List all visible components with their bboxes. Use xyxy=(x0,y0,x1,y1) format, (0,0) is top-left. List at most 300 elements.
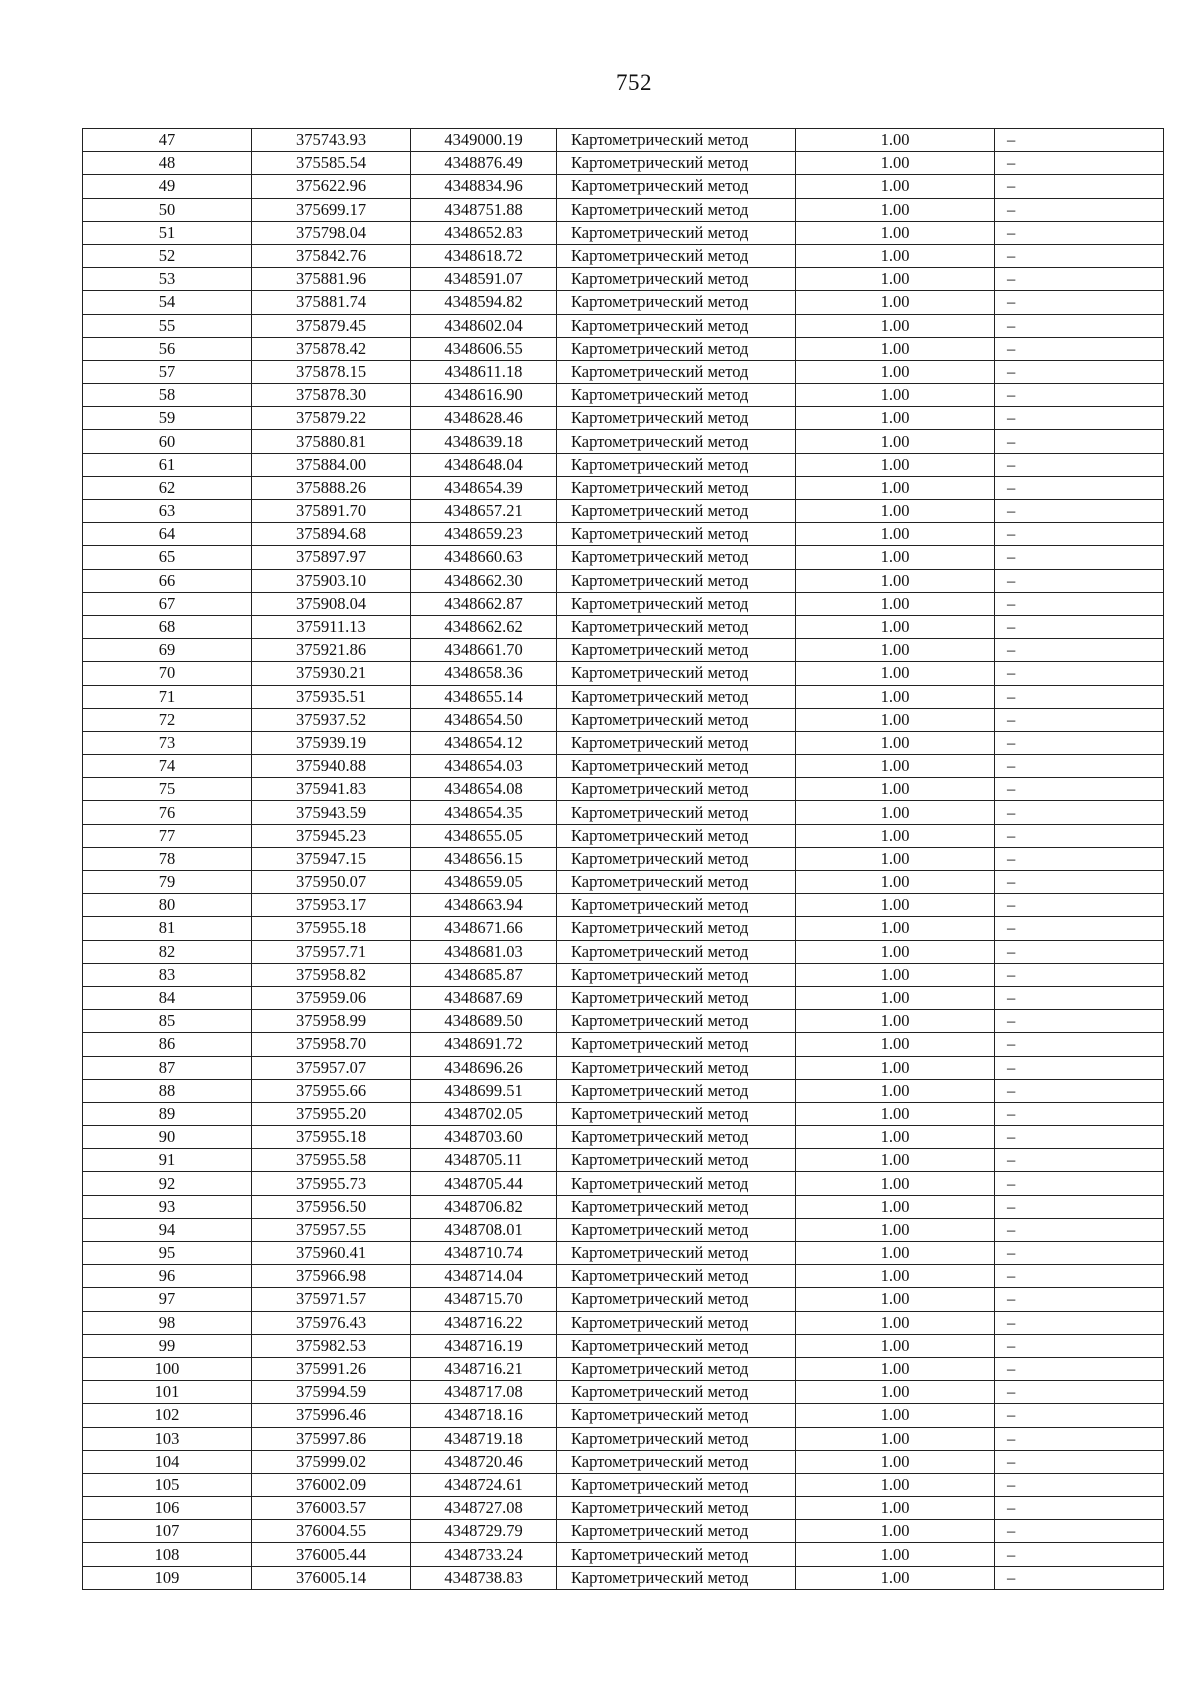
y-coordinate-cell: 4348655.05 xyxy=(411,824,557,847)
y-coordinate-cell: 4348687.69 xyxy=(411,986,557,1009)
y-coordinate-cell: 4348876.49 xyxy=(411,152,557,175)
point-number-cell: 85 xyxy=(83,1010,252,1033)
description-cell: – xyxy=(995,1357,1164,1380)
method-cell: Картометрический метод xyxy=(557,685,796,708)
method-cell: Картометрический метод xyxy=(557,152,796,175)
table-row xyxy=(83,986,1164,1009)
y-coordinate-cell: 4348659.23 xyxy=(411,523,557,546)
accuracy-cell: 1.00 xyxy=(796,500,995,523)
table-row xyxy=(83,871,1164,894)
y-coordinate-cell: 4348663.94 xyxy=(411,894,557,917)
point-number-cell: 77 xyxy=(83,824,252,847)
method-cell: Картометрический метод xyxy=(557,1218,796,1241)
point-number-cell: 54 xyxy=(83,291,252,314)
accuracy-cell: 1.00 xyxy=(796,453,995,476)
accuracy-cell: 1.00 xyxy=(796,1033,995,1056)
point-number-cell: 84 xyxy=(83,986,252,1009)
method-cell: Картометрический метод xyxy=(557,1334,796,1357)
table-row xyxy=(83,1311,1164,1334)
y-coordinate-cell: 4348733.24 xyxy=(411,1543,557,1566)
point-number-cell: 75 xyxy=(83,778,252,801)
method-cell: Картометрический метод xyxy=(557,615,796,638)
method-cell: Картометрический метод xyxy=(557,1497,796,1520)
point-number-cell: 63 xyxy=(83,500,252,523)
table-row xyxy=(83,731,1164,754)
method-cell: Картометрический метод xyxy=(557,244,796,267)
y-coordinate-cell: 4348652.83 xyxy=(411,221,557,244)
x-coordinate-cell: 375879.45 xyxy=(252,314,411,337)
table-row xyxy=(83,314,1164,337)
page-number: 752 xyxy=(616,70,652,95)
table-row xyxy=(83,708,1164,731)
accuracy-cell: 1.00 xyxy=(796,1218,995,1241)
method-cell: Картометрический метод xyxy=(557,1450,796,1473)
description-cell: – xyxy=(995,778,1164,801)
x-coordinate-cell: 375960.41 xyxy=(252,1242,411,1265)
y-coordinate-cell: 4348716.21 xyxy=(411,1357,557,1380)
accuracy-cell: 1.00 xyxy=(796,1543,995,1566)
method-cell: Картометрический метод xyxy=(557,314,796,337)
point-number-cell: 79 xyxy=(83,871,252,894)
accuracy-cell: 1.00 xyxy=(796,778,995,801)
y-coordinate-cell: 4348705.44 xyxy=(411,1172,557,1195)
x-coordinate-cell: 375947.15 xyxy=(252,847,411,870)
table-row xyxy=(83,824,1164,847)
description-cell: – xyxy=(995,244,1164,267)
point-number-cell: 87 xyxy=(83,1056,252,1079)
point-number-cell: 56 xyxy=(83,337,252,360)
x-coordinate-cell: 375958.99 xyxy=(252,1010,411,1033)
table-row xyxy=(83,500,1164,523)
x-coordinate-cell: 375976.43 xyxy=(252,1311,411,1334)
y-coordinate-cell: 4348594.82 xyxy=(411,291,557,314)
accuracy-cell: 1.00 xyxy=(796,662,995,685)
point-number-cell: 81 xyxy=(83,917,252,940)
description-cell: – xyxy=(995,1218,1164,1241)
y-coordinate-cell: 4348648.04 xyxy=(411,453,557,476)
accuracy-cell: 1.00 xyxy=(796,1126,995,1149)
description-cell: – xyxy=(995,615,1164,638)
accuracy-cell: 1.00 xyxy=(796,476,995,499)
accuracy-cell: 1.00 xyxy=(796,1149,995,1172)
x-coordinate-cell: 375955.18 xyxy=(252,1126,411,1149)
y-coordinate-cell: 4348724.61 xyxy=(411,1473,557,1496)
y-coordinate-cell: 4348654.35 xyxy=(411,801,557,824)
y-coordinate-cell: 4348705.11 xyxy=(411,1149,557,1172)
table-row xyxy=(83,801,1164,824)
point-number-cell: 89 xyxy=(83,1102,252,1125)
x-coordinate-cell: 375957.71 xyxy=(252,940,411,963)
point-number-cell: 105 xyxy=(83,1473,252,1496)
method-cell: Картометрический метод xyxy=(557,291,796,314)
method-cell: Картометрический метод xyxy=(557,1102,796,1125)
accuracy-cell: 1.00 xyxy=(796,314,995,337)
method-cell: Картометрический метод xyxy=(557,500,796,523)
point-number-cell: 103 xyxy=(83,1427,252,1450)
description-cell: – xyxy=(995,1288,1164,1311)
x-coordinate-cell: 375982.53 xyxy=(252,1334,411,1357)
description-cell: – xyxy=(995,1172,1164,1195)
y-coordinate-cell: 4348654.50 xyxy=(411,708,557,731)
accuracy-cell: 1.00 xyxy=(796,430,995,453)
accuracy-cell: 1.00 xyxy=(796,1242,995,1265)
table-row xyxy=(83,523,1164,546)
x-coordinate-cell: 375888.26 xyxy=(252,476,411,499)
x-coordinate-cell: 375999.02 xyxy=(252,1450,411,1473)
accuracy-cell: 1.00 xyxy=(796,1334,995,1357)
method-cell: Картометрический метод xyxy=(557,1520,796,1543)
method-cell: Картометрический метод xyxy=(557,1311,796,1334)
x-coordinate-cell: 375921.86 xyxy=(252,639,411,662)
method-cell: Картометрический метод xyxy=(557,1195,796,1218)
method-cell: Картометрический метод xyxy=(557,871,796,894)
description-cell: – xyxy=(995,221,1164,244)
x-coordinate-cell: 375891.70 xyxy=(252,500,411,523)
accuracy-cell: 1.00 xyxy=(796,801,995,824)
point-number-cell: 98 xyxy=(83,1311,252,1334)
accuracy-cell: 1.00 xyxy=(796,268,995,291)
point-number-cell: 93 xyxy=(83,1195,252,1218)
method-cell: Картометрический метод xyxy=(557,198,796,221)
accuracy-cell: 1.00 xyxy=(796,1265,995,1288)
description-cell: – xyxy=(995,708,1164,731)
method-cell: Картометрический метод xyxy=(557,940,796,963)
x-coordinate-cell: 375957.07 xyxy=(252,1056,411,1079)
description-cell: – xyxy=(995,986,1164,1009)
description-cell: – xyxy=(995,1543,1164,1566)
accuracy-cell: 1.00 xyxy=(796,1427,995,1450)
x-coordinate-cell: 375798.04 xyxy=(252,221,411,244)
table-row xyxy=(83,1427,1164,1450)
description-cell: – xyxy=(995,476,1164,499)
description-cell: – xyxy=(995,940,1164,963)
table-row xyxy=(83,1334,1164,1357)
accuracy-cell: 1.00 xyxy=(796,523,995,546)
table-row xyxy=(83,894,1164,917)
point-number-cell: 96 xyxy=(83,1265,252,1288)
table-row xyxy=(83,268,1164,291)
table-row xyxy=(83,221,1164,244)
method-cell: Картометрический метод xyxy=(557,1566,796,1589)
accuracy-cell: 1.00 xyxy=(796,569,995,592)
method-cell: Картометрический метод xyxy=(557,639,796,662)
point-number-cell: 51 xyxy=(83,221,252,244)
description-cell: – xyxy=(995,894,1164,917)
table-row xyxy=(83,1033,1164,1056)
y-coordinate-cell: 4348727.08 xyxy=(411,1497,557,1520)
x-coordinate-cell: 375955.18 xyxy=(252,917,411,940)
y-coordinate-cell: 4348738.83 xyxy=(411,1566,557,1589)
y-coordinate-cell: 4348659.05 xyxy=(411,871,557,894)
table-row xyxy=(83,244,1164,267)
description-cell: – xyxy=(995,847,1164,870)
table-row xyxy=(83,639,1164,662)
description-cell: – xyxy=(995,1404,1164,1427)
y-coordinate-cell: 4348602.04 xyxy=(411,314,557,337)
description-cell: – xyxy=(995,1520,1164,1543)
x-coordinate-cell: 375955.20 xyxy=(252,1102,411,1125)
method-cell: Картометрический метод xyxy=(557,778,796,801)
description-cell: – xyxy=(995,1195,1164,1218)
x-coordinate-cell: 375880.81 xyxy=(252,430,411,453)
table-row xyxy=(83,685,1164,708)
y-coordinate-cell: 4348685.87 xyxy=(411,963,557,986)
method-cell: Картометрический метод xyxy=(557,268,796,291)
point-number-cell: 64 xyxy=(83,523,252,546)
y-coordinate-cell: 4348654.08 xyxy=(411,778,557,801)
x-coordinate-cell: 375935.51 xyxy=(252,685,411,708)
accuracy-cell: 1.00 xyxy=(796,152,995,175)
point-number-cell: 94 xyxy=(83,1218,252,1241)
description-cell: – xyxy=(995,198,1164,221)
accuracy-cell: 1.00 xyxy=(796,731,995,754)
method-cell: Картометрический метод xyxy=(557,1288,796,1311)
y-coordinate-cell: 4348591.07 xyxy=(411,268,557,291)
y-coordinate-cell: 4348618.72 xyxy=(411,244,557,267)
table-row xyxy=(83,778,1164,801)
accuracy-cell: 1.00 xyxy=(796,986,995,1009)
y-coordinate-cell: 4348720.46 xyxy=(411,1450,557,1473)
y-coordinate-cell: 4348639.18 xyxy=(411,430,557,453)
description-cell: – xyxy=(995,824,1164,847)
table-row xyxy=(83,1195,1164,1218)
x-coordinate-cell: 375743.93 xyxy=(252,129,411,152)
table-row xyxy=(83,453,1164,476)
point-number-cell: 50 xyxy=(83,198,252,221)
point-number-cell: 80 xyxy=(83,894,252,917)
x-coordinate-cell: 375881.96 xyxy=(252,268,411,291)
y-coordinate-cell: 4348662.30 xyxy=(411,569,557,592)
table-row xyxy=(83,198,1164,221)
table-row xyxy=(83,1056,1164,1079)
description-cell: – xyxy=(995,963,1164,986)
table-row xyxy=(83,1172,1164,1195)
accuracy-cell: 1.00 xyxy=(796,244,995,267)
point-number-cell: 101 xyxy=(83,1381,252,1404)
x-coordinate-cell: 375842.76 xyxy=(252,244,411,267)
x-coordinate-cell: 375940.88 xyxy=(252,755,411,778)
x-coordinate-cell: 375955.66 xyxy=(252,1079,411,1102)
accuracy-cell: 1.00 xyxy=(796,360,995,383)
x-coordinate-cell: 376005.14 xyxy=(252,1566,411,1589)
table-row xyxy=(83,1218,1164,1241)
table-row xyxy=(83,1079,1164,1102)
y-coordinate-cell: 4348714.04 xyxy=(411,1265,557,1288)
table-row xyxy=(83,847,1164,870)
accuracy-cell: 1.00 xyxy=(796,615,995,638)
description-cell: – xyxy=(995,360,1164,383)
description-cell: – xyxy=(995,592,1164,615)
accuracy-cell: 1.00 xyxy=(796,708,995,731)
point-number-cell: 72 xyxy=(83,708,252,731)
description-cell: – xyxy=(995,546,1164,569)
description-cell: – xyxy=(995,731,1164,754)
table-row xyxy=(83,152,1164,175)
x-coordinate-cell: 375956.50 xyxy=(252,1195,411,1218)
y-coordinate-cell: 4348691.72 xyxy=(411,1033,557,1056)
point-number-cell: 90 xyxy=(83,1126,252,1149)
x-coordinate-cell: 375996.46 xyxy=(252,1404,411,1427)
description-cell: – xyxy=(995,1311,1164,1334)
point-number-cell: 109 xyxy=(83,1566,252,1589)
description-cell: – xyxy=(995,662,1164,685)
y-coordinate-cell: 4348751.88 xyxy=(411,198,557,221)
description-cell: – xyxy=(995,1334,1164,1357)
y-coordinate-cell: 4348718.16 xyxy=(411,1404,557,1427)
x-coordinate-cell: 375955.58 xyxy=(252,1149,411,1172)
point-number-cell: 97 xyxy=(83,1288,252,1311)
point-number-cell: 62 xyxy=(83,476,252,499)
description-cell: – xyxy=(995,175,1164,198)
table-row xyxy=(83,430,1164,453)
accuracy-cell: 1.00 xyxy=(796,1381,995,1404)
x-coordinate-cell: 375941.83 xyxy=(252,778,411,801)
y-coordinate-cell: 4348658.36 xyxy=(411,662,557,685)
accuracy-cell: 1.00 xyxy=(796,894,995,917)
point-number-cell: 106 xyxy=(83,1497,252,1520)
method-cell: Картометрический метод xyxy=(557,384,796,407)
table-row xyxy=(83,407,1164,430)
method-cell: Картометрический метод xyxy=(557,1427,796,1450)
y-coordinate-cell: 4348662.62 xyxy=(411,615,557,638)
method-cell: Картометрический метод xyxy=(557,1404,796,1427)
y-coordinate-cell: 4349000.19 xyxy=(411,129,557,152)
y-coordinate-cell: 4348716.22 xyxy=(411,1311,557,1334)
y-coordinate-cell: 4348660.63 xyxy=(411,546,557,569)
method-cell: Картометрический метод xyxy=(557,1381,796,1404)
table-row xyxy=(83,1404,1164,1427)
method-cell: Картометрический метод xyxy=(557,1056,796,1079)
x-coordinate-cell: 375958.82 xyxy=(252,963,411,986)
y-coordinate-cell: 4348717.08 xyxy=(411,1381,557,1404)
point-number-cell: 47 xyxy=(83,129,252,152)
point-number-cell: 91 xyxy=(83,1149,252,1172)
y-coordinate-cell: 4348716.19 xyxy=(411,1334,557,1357)
point-number-cell: 88 xyxy=(83,1079,252,1102)
accuracy-cell: 1.00 xyxy=(796,129,995,152)
x-coordinate-cell: 375884.00 xyxy=(252,453,411,476)
method-cell: Картометрический метод xyxy=(557,1126,796,1149)
description-cell: – xyxy=(995,1010,1164,1033)
point-number-cell: 65 xyxy=(83,546,252,569)
method-cell: Картометрический метод xyxy=(557,1079,796,1102)
table-row xyxy=(83,291,1164,314)
description-cell: – xyxy=(995,1079,1164,1102)
accuracy-cell: 1.00 xyxy=(796,1357,995,1380)
x-coordinate-cell: 375622.96 xyxy=(252,175,411,198)
x-coordinate-cell: 375699.17 xyxy=(252,198,411,221)
table-row xyxy=(83,1497,1164,1520)
method-cell: Картометрический метод xyxy=(557,453,796,476)
accuracy-cell: 1.00 xyxy=(796,940,995,963)
description-cell: – xyxy=(995,407,1164,430)
method-cell: Картометрический метод xyxy=(557,1172,796,1195)
method-cell: Картометрический метод xyxy=(557,569,796,592)
accuracy-cell: 1.00 xyxy=(796,963,995,986)
y-coordinate-cell: 4348696.26 xyxy=(411,1056,557,1079)
y-coordinate-cell: 4348689.50 xyxy=(411,1010,557,1033)
y-coordinate-cell: 4348606.55 xyxy=(411,337,557,360)
x-coordinate-cell: 375908.04 xyxy=(252,592,411,615)
description-cell: – xyxy=(995,1056,1164,1079)
accuracy-cell: 1.00 xyxy=(796,546,995,569)
point-number-cell: 102 xyxy=(83,1404,252,1427)
point-number-cell: 48 xyxy=(83,152,252,175)
accuracy-cell: 1.00 xyxy=(796,1079,995,1102)
x-coordinate-cell: 375966.98 xyxy=(252,1265,411,1288)
method-cell: Картометрический метод xyxy=(557,1033,796,1056)
table-row xyxy=(83,129,1164,152)
table-row xyxy=(83,360,1164,383)
description-cell: – xyxy=(995,917,1164,940)
x-coordinate-cell: 375911.13 xyxy=(252,615,411,638)
accuracy-cell: 1.00 xyxy=(796,755,995,778)
table-row xyxy=(83,1450,1164,1473)
description-cell: – xyxy=(995,1566,1164,1589)
method-cell: Картометрический метод xyxy=(557,1242,796,1265)
table-row xyxy=(83,476,1164,499)
table-row xyxy=(83,615,1164,638)
description-cell: – xyxy=(995,337,1164,360)
table-row xyxy=(83,1010,1164,1033)
y-coordinate-cell: 4348708.01 xyxy=(411,1218,557,1241)
x-coordinate-cell: 375945.23 xyxy=(252,824,411,847)
method-cell: Картометрический метод xyxy=(557,546,796,569)
y-coordinate-cell: 4348834.96 xyxy=(411,175,557,198)
accuracy-cell: 1.00 xyxy=(796,198,995,221)
accuracy-cell: 1.00 xyxy=(796,592,995,615)
point-number-cell: 67 xyxy=(83,592,252,615)
description-cell: – xyxy=(995,1427,1164,1450)
x-coordinate-cell: 375897.97 xyxy=(252,546,411,569)
table-row xyxy=(83,384,1164,407)
point-number-cell: 76 xyxy=(83,801,252,824)
table-row xyxy=(83,1126,1164,1149)
method-cell: Картометрический метод xyxy=(557,986,796,1009)
accuracy-cell: 1.00 xyxy=(796,1288,995,1311)
point-number-cell: 53 xyxy=(83,268,252,291)
x-coordinate-cell: 375953.17 xyxy=(252,894,411,917)
accuracy-cell: 1.00 xyxy=(796,1056,995,1079)
accuracy-cell: 1.00 xyxy=(796,384,995,407)
description-cell: – xyxy=(995,1102,1164,1125)
point-number-cell: 99 xyxy=(83,1334,252,1357)
accuracy-cell: 1.00 xyxy=(796,685,995,708)
method-cell: Картометрический метод xyxy=(557,407,796,430)
x-coordinate-cell: 375955.73 xyxy=(252,1172,411,1195)
accuracy-cell: 1.00 xyxy=(796,337,995,360)
y-coordinate-cell: 4348655.14 xyxy=(411,685,557,708)
accuracy-cell: 1.00 xyxy=(796,1520,995,1543)
method-cell: Картометрический метод xyxy=(557,1265,796,1288)
x-coordinate-cell: 375878.42 xyxy=(252,337,411,360)
description-cell: – xyxy=(995,523,1164,546)
point-number-cell: 86 xyxy=(83,1033,252,1056)
x-coordinate-cell: 375930.21 xyxy=(252,662,411,685)
method-cell: Картометрический метод xyxy=(557,129,796,152)
point-number-cell: 60 xyxy=(83,430,252,453)
description-cell: – xyxy=(995,129,1164,152)
y-coordinate-cell: 4348719.18 xyxy=(411,1427,557,1450)
accuracy-cell: 1.00 xyxy=(796,1404,995,1427)
y-coordinate-cell: 4348662.87 xyxy=(411,592,557,615)
x-coordinate-cell: 375881.74 xyxy=(252,291,411,314)
x-coordinate-cell: 375585.54 xyxy=(252,152,411,175)
description-cell: – xyxy=(995,1450,1164,1473)
method-cell: Картометрический метод xyxy=(557,1473,796,1496)
table-row xyxy=(83,1265,1164,1288)
point-number-cell: 73 xyxy=(83,731,252,754)
